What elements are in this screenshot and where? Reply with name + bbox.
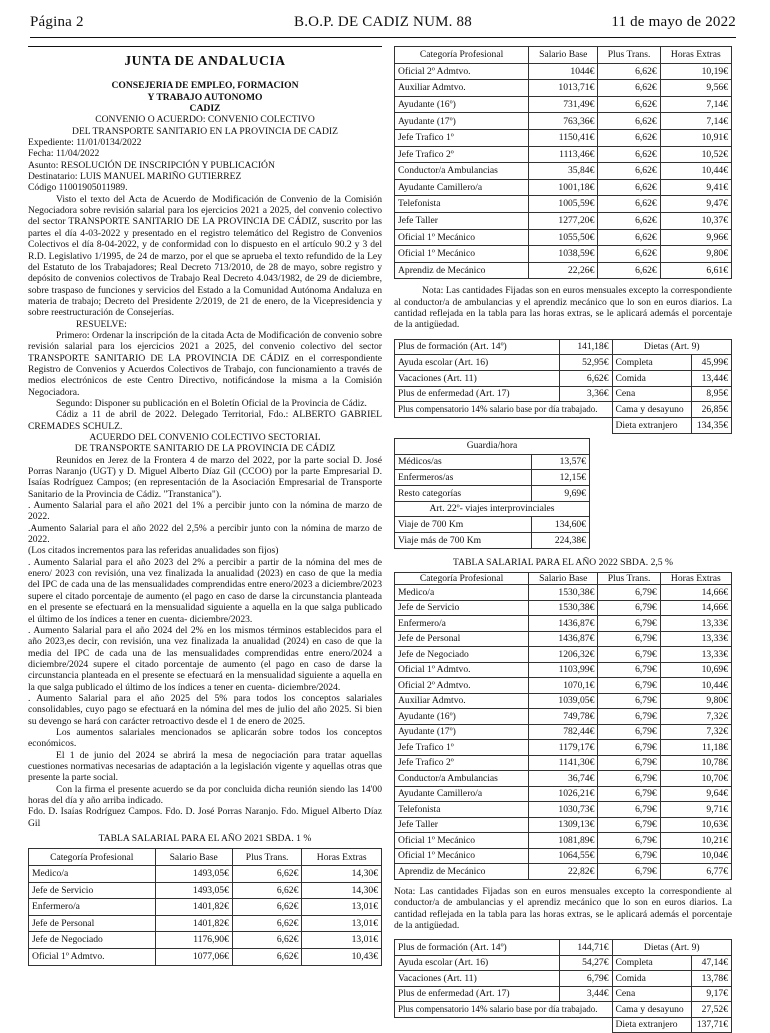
dieta-value: 134,35€ [691, 418, 731, 434]
value-cell: 6,79€ [598, 833, 660, 849]
right-column [394, 46, 732, 1033]
value-cell: 6,62€ [232, 915, 302, 932]
department-line: CADIZ [189, 103, 221, 115]
category-cell: Medico/a [395, 585, 529, 601]
agreement-title: DEL TRANSPORTE SANITARIO EN LA PROVINCIA DE CADIZ [72, 125, 338, 137]
plus-label: Ayuda escolar (Art. 16) [395, 955, 560, 971]
value-cell: 1309,13€ [529, 817, 598, 833]
value-cell: 1401,82€ [155, 899, 232, 916]
plus-label: Plus de enfermedad (Art. 17) [395, 386, 560, 402]
table-row [395, 771, 732, 787]
value-cell: 14,30€ [302, 882, 382, 899]
dieta-label: Cena [612, 386, 691, 402]
table-row [395, 740, 732, 756]
table-row [395, 755, 732, 771]
value-cell: 1436,87€ [529, 616, 598, 632]
category-cell: Enfermero/a [395, 616, 529, 632]
category-cell: Jefe Trafico 2º [395, 146, 529, 163]
value-cell: 1044€ [529, 63, 598, 80]
value-cell: 36,74€ [529, 771, 598, 787]
value-cell: 763,36€ [529, 113, 598, 130]
dieta-value: 137,71€ [691, 1017, 731, 1033]
department-line: CONSEJERIA DE EMPLEO, FORMACION [111, 80, 299, 92]
value-cell: 9,41€ [660, 179, 731, 196]
value-cell: 1530,38€ [529, 585, 598, 601]
value-cell: 6,62€ [232, 865, 302, 882]
table-row [395, 848, 732, 864]
value-cell: 10,63€ [660, 817, 731, 833]
table-row [395, 246, 732, 263]
meta-line: Asunto: RESOLUCIÓN DE INSCRIPCIÓN Y PUBLICACIÓN [28, 159, 275, 171]
dietas-title: Dietas (Art. 9) [612, 940, 732, 956]
value-cell: 14,66€ [660, 585, 731, 601]
category-cell: Oficial 2º Admtvo. [395, 678, 529, 694]
table-row [395, 600, 732, 616]
section-heading: JUNTA DE ANDALUCIA [28, 46, 382, 66]
value-cell: 1077,06€ [155, 948, 232, 965]
value-cell: 6,79€ [598, 786, 660, 802]
category-cell: Oficial 2º Admtvo. [395, 63, 529, 80]
value-cell: 1436,87€ [529, 631, 598, 647]
value-cell: 6,62€ [598, 246, 660, 263]
category-cell: Oficial 1º Mecánico [395, 229, 529, 246]
dieta-label: Cama y desayuno [612, 402, 691, 418]
plus-label: Plus de formación (Art. 14º) [395, 940, 560, 956]
value-cell: 22,82€ [529, 864, 598, 880]
paragraph: Reunidos en Jerez de la Frontera 4 de marzo del 2022, por la parte social D. José Porras Naranjo (UGT) y D. Miguel Alberto Díaz Gil (CCOO) por la parte Empresarial D. Isaías Rodríguez Campos; (en representación de la Asociación Empresarial de Transporte Sanitario de la Provincia de Cádiz. "Transtanica"). [28, 454, 382, 500]
viaje-value: 224,38€ [531, 532, 589, 548]
signatures: Fdo. D. Isaías Rodríguez Campos. Fdo. D. José Porras Naranjo. Fdo. Miguel Alberto Díaz Gil [28, 806, 382, 829]
paragraph: Primero: Ordenar la inscripción de la citada Acta de Modificación de convenio sobre revisión salarial para los ejercicios 2021 a 2025, del convenio colectivo del sector TRANSPORTE SANITARIO DE LA PROVINCIA DE CÁDIZ en el correspondiente Registro de Convenios y Acuerdos Colectivos de Trabajo, con funcionamiento a través de medios electrónicos de este Centro Directivo, notificándose la misma a la Comisión Negociadora. [28, 329, 382, 398]
value-cell: 6,79€ [598, 817, 660, 833]
value-cell: 6,79€ [598, 724, 660, 740]
table-row [395, 229, 732, 246]
paragraph: El 1 de junio del 2024 se abrirá la mesa de negociación para tratar aquellas cuestiones normativas necesarias de adaptación a la legislación vigente y aquellas otras que presente la parte social. [28, 749, 382, 784]
category-cell: Telefonista [395, 196, 529, 213]
table-row [395, 662, 732, 678]
plus-value: 144,71€ [559, 940, 612, 956]
table-note: Nota: Las cantidades Fijadas son en euros mensuales excepto la correspondiente al conductor/a de ambulancias y el aprendiz mecánico que lo son en euros diarios. La cantidad reflejada en la tabla para las horas extras, se le aplicará además el porcentaje de la antigüedad. [394, 285, 732, 331]
value-cell: 6,62€ [598, 196, 660, 213]
table-row [395, 262, 732, 279]
table-row [29, 948, 382, 965]
paragraph: Con la firma el presente acuerdo se da por concluida dicha reunión siendo las 14'00 horas del día y año arriba indicado. [28, 783, 382, 806]
value-cell: 731,49€ [529, 96, 598, 113]
value-cell: 13,01€ [302, 915, 382, 932]
value-cell: 1493,05€ [155, 882, 232, 899]
column-header: Salario Base [155, 849, 232, 866]
value-cell: 6,62€ [232, 882, 302, 899]
category-cell: Aprendiz de Mecánico [395, 262, 529, 279]
plus-label: Plus de enfermedad (Art. 17) [395, 986, 560, 1002]
plus-value: 6,62€ [559, 371, 612, 387]
category-cell: Jefe de Personal [29, 915, 156, 932]
department-line: Y TRABAJO AUTONOMO [147, 91, 263, 103]
table-row [29, 882, 382, 899]
dieta-value: 13,44€ [691, 371, 731, 387]
table-row [395, 212, 732, 229]
salary-table-2021 [28, 848, 382, 965]
value-cell: 10,37€ [660, 212, 731, 229]
meta-line: Destinatario: LUIS MANUEL MARIÑO GUTIERREZ [28, 171, 242, 183]
value-cell: 6,62€ [598, 63, 660, 80]
value-cell: 10,43€ [302, 948, 382, 965]
value-cell: 1401,82€ [155, 915, 232, 932]
value-cell: 1013,71€ [529, 80, 598, 97]
category-cell: Oficial 1º Mecánico [395, 848, 529, 864]
value-cell: 9,80€ [660, 693, 731, 709]
category-cell: Jefe Trafico 2º [395, 755, 529, 771]
value-cell: 13,33€ [660, 616, 731, 632]
value-cell: 1141,30€ [529, 755, 598, 771]
table-row [395, 833, 732, 849]
column-header: Categoría Profesional [29, 849, 156, 866]
value-cell: 6,62€ [598, 179, 660, 196]
table-row [395, 196, 732, 213]
left-column [28, 46, 382, 966]
column-header: Horas Extras [302, 849, 382, 866]
value-cell: 10,21€ [660, 833, 731, 849]
value-cell: 1038,59€ [529, 246, 598, 263]
table-row [395, 802, 732, 818]
value-cell: 7,14€ [660, 113, 731, 130]
value-cell: 9,80€ [660, 246, 731, 263]
value-cell: 6,62€ [598, 80, 660, 97]
plus-value: 52,95€ [559, 355, 612, 371]
value-cell: 13,01€ [302, 899, 382, 916]
paragraph: Cádiz a 11 de abril de 2022. Delegado Territorial, Fdo.: ALBERTO GABRIEL CREMADES SCHULZ. [28, 409, 382, 432]
value-cell: 6,79€ [598, 693, 660, 709]
value-cell: 14,66€ [660, 600, 731, 616]
category-cell: Jefe de Negociado [29, 932, 156, 949]
paragraph: (Los citados incrementos para las referidas anualidades son fijos) [28, 545, 279, 557]
category-cell: Ayudante (17º) [395, 724, 529, 740]
dieta-value: 8,95€ [691, 386, 731, 402]
value-cell: 6,79€ [598, 585, 660, 601]
paragraph: . Aumento Salarial para el año 2023 del 2% a percibir a partir de la nómina del mes de enero/ 2023 con revisión, una vez finalizada la anualidad (2023) en caso de que la media del IPC de cada una de las mensualidades comprendidas entre enero/2023 a diciembre/2023 supere el citado porcentaje de aumento (el pago en caso de darse la circunstancia planteada en el presente se efectuará en la mensualidad siguiente a aquella en la que salga publicado el último de los índices a tener en cuenta- diciembre/2023. [28, 556, 382, 625]
value-cell: 6,62€ [598, 129, 660, 146]
plus-label: Plus de formación (Art. 14º) [395, 339, 560, 355]
value-cell: 1001,18€ [529, 179, 598, 196]
value-cell: 782,44€ [529, 724, 598, 740]
salary-table-2021-continued [394, 46, 732, 279]
column-header: Plus Trans. [598, 47, 660, 64]
value-cell: 1005,59€ [529, 196, 598, 213]
publication-title: B.O.P. DE CADIZ NUM. 88 [294, 14, 472, 30]
value-cell: 6,62€ [232, 932, 302, 949]
dieta-label: Cama y desayuno [612, 1002, 691, 1018]
category-cell: Conductor/a Ambulancias [395, 771, 529, 787]
dieta-label: Completa [612, 955, 691, 971]
table-title: TABLA SALARIAL PARA EL AÑO 2022 SBDA. 2,5 % [453, 556, 673, 568]
paragraph: . Aumento Salarial para el año 2025 del 5% para todos los conceptos salariales consolidables, cuyo pago se efectuará en la nómina del mes de julio del año 2025. Si bien su devengo se hará con carácter retroactivo desde el 1 de enero de 2025. [28, 692, 382, 727]
plus-value: 3,44€ [559, 986, 612, 1002]
table-note: Nota: Las cantidades Fijadas son en euros mensuales excepto la correspondiente al conductor/a de ambulancias y el aprendiz mecánico que lo son en euros diarios. La cantidad reflejada en la tabla para las horas extras, se le aplicará además el porcentaje de la antigüedad. [394, 885, 732, 931]
category-cell: Ayudante Camillero/a [395, 786, 529, 802]
dieta-value: 45,99€ [691, 355, 731, 371]
table-row [395, 647, 732, 663]
value-cell: 10,52€ [660, 146, 731, 163]
value-cell: 7,32€ [660, 724, 731, 740]
category-cell: Auxiliar Admtvo. [395, 693, 529, 709]
value-cell: 6,79€ [598, 631, 660, 647]
column-header: Salario Base [529, 572, 598, 584]
category-cell: Oficial 1º Mecánico [395, 833, 529, 849]
paragraph: Segundo: Disponer su publicación en el Boletín Oficial de la Provincia de Cádiz. [56, 397, 367, 409]
value-cell: 9,71€ [660, 802, 731, 818]
category-cell: Conductor/a Ambulancias [395, 163, 529, 180]
value-cell: 6,79€ [598, 755, 660, 771]
value-cell: 1064,55€ [529, 848, 598, 864]
salary-table-2022 [394, 572, 732, 880]
value-cell: 1179,17€ [529, 740, 598, 756]
column-header: Plus Trans. [598, 572, 660, 584]
plus-label: Ayuda escolar (Art. 16) [395, 355, 560, 371]
dietas-title: Dietas (Art. 9) [612, 339, 732, 355]
value-cell: 6,62€ [232, 948, 302, 965]
table-row [395, 616, 732, 632]
value-cell: 9,56€ [660, 80, 731, 97]
value-cell: 6,62€ [598, 163, 660, 180]
value-cell: 6,79€ [598, 647, 660, 663]
category-cell: Jefe de Servicio [29, 882, 156, 899]
value-cell: 7,14€ [660, 96, 731, 113]
value-cell: 14,30€ [302, 865, 382, 882]
table-row [395, 786, 732, 802]
viaje-label: Viaje más de 700 Km [395, 532, 532, 548]
value-cell: 1055,50€ [529, 229, 598, 246]
table-title: TABLA SALARIAL PARA EL AÑO 2021 SBDA. 1 % [98, 833, 312, 845]
plus-table-2021 [394, 339, 732, 434]
category-cell: Jefe Trafico 1º [395, 740, 529, 756]
value-cell: 13,33€ [660, 647, 731, 663]
value-cell: 6,61€ [660, 262, 731, 279]
dieta-label: Comida [612, 971, 691, 987]
dieta-label: Cena [612, 986, 691, 1002]
table-row [395, 585, 732, 601]
value-cell: 6,79€ [598, 848, 660, 864]
value-cell: 6,62€ [598, 229, 660, 246]
meta-line: Fecha: 11/04/2022 [28, 148, 100, 160]
plus-compensatorio: Plus compensatorio 14% salario base por día trabajado. [395, 1002, 613, 1018]
column-header: Horas Extras [660, 47, 731, 64]
plus-label: Vacaciones (Art. 11) [395, 371, 560, 387]
category-cell: Jefe Trafico 1º [395, 129, 529, 146]
value-cell: 6,79€ [598, 600, 660, 616]
value-cell: 6,62€ [598, 96, 660, 113]
value-cell: 1150,41€ [529, 129, 598, 146]
table-row [29, 899, 382, 916]
table-row [395, 864, 732, 880]
dieta-value: 26,85€ [691, 402, 731, 418]
value-cell: 10,69€ [660, 662, 731, 678]
table-row [395, 129, 732, 146]
value-cell: 13,33€ [660, 631, 731, 647]
value-cell: 1530,38€ [529, 600, 598, 616]
guardia-label: Enfermeros/as [395, 470, 532, 486]
value-cell: 6,79€ [598, 802, 660, 818]
dieta-label: Comida [612, 371, 691, 387]
category-cell: Enfermero/a [29, 899, 156, 916]
table-row [29, 865, 382, 882]
value-cell: 6,79€ [598, 662, 660, 678]
value-cell: 1113,46€ [529, 146, 598, 163]
value-cell: 9,47€ [660, 196, 731, 213]
page-header [30, 14, 736, 38]
guardia-value: 13,57€ [531, 454, 589, 470]
value-cell: 1026,21€ [529, 786, 598, 802]
acta-title: ACUERDO DEL CONVENIO COLECTIVO SECTORIAL [89, 432, 321, 443]
table-row [395, 817, 732, 833]
meta-line: Expediente: 11/01/0134/2022 [28, 137, 142, 149]
column-header: Plus Trans. [232, 849, 302, 866]
guardia-value: 9,69€ [531, 485, 589, 501]
category-cell: Jefe Taller [395, 212, 529, 229]
value-cell: 35,84€ [529, 163, 598, 180]
table-row [395, 724, 732, 740]
value-cell: 10,44€ [660, 678, 731, 694]
agreement-title: CONVENIO O ACUERDO: CONVENIO COLECTIVO [95, 114, 315, 126]
table-row [29, 932, 382, 949]
plus-value: 141,18€ [559, 339, 612, 355]
value-cell: 11,18€ [660, 740, 731, 756]
acta-title: DE TRANSPORTE SANITARIO DE LA PROVINCIA DE CÁDIZ [74, 443, 336, 455]
table-row [395, 631, 732, 647]
value-cell: 1070,1€ [529, 678, 598, 694]
value-cell: 6,79€ [598, 740, 660, 756]
column-header: Categoría Profesional [395, 47, 529, 64]
value-cell: 6,79€ [598, 771, 660, 787]
plus-compensatorio: Plus compensatorio 14% salario base por día trabajado. [395, 402, 613, 418]
dieta-label: Dieta extranjero [612, 418, 691, 434]
category-cell: Oficial 1º Mecánico [395, 246, 529, 263]
value-cell: 10,70€ [660, 771, 731, 787]
value-cell: 10,44€ [660, 163, 731, 180]
column-header: Salario Base [529, 47, 598, 64]
category-cell: Medico/a [29, 865, 156, 882]
value-cell: 10,19€ [660, 63, 731, 80]
category-cell: Oficial 1º Admtvo. [29, 948, 156, 965]
paragraph: Los aumentos salariales mencionados se aplicarán sobre todos los conceptos económicos. [28, 726, 382, 750]
value-cell: 9,96€ [660, 229, 731, 246]
value-cell: 6,62€ [232, 899, 302, 916]
dieta-label: Completa [612, 355, 691, 371]
value-cell: 6,62€ [598, 113, 660, 130]
value-cell: 1206,32€ [529, 647, 598, 663]
value-cell: 22,26€ [529, 262, 598, 279]
guardia-table [394, 438, 590, 549]
table-row [395, 678, 732, 694]
value-cell: 10,91€ [660, 129, 731, 146]
paragraph: .Aumento Salarial para el año 2022 del 2,5% a percibir junto con la nómina de marzo de 2022. [28, 522, 382, 546]
value-cell: 1277,20€ [529, 212, 598, 229]
table-row [395, 146, 732, 163]
category-cell: Aprendiz de Mecánico [395, 864, 529, 880]
plus-value: 6,79€ [559, 971, 612, 987]
plus-value: 54,27€ [559, 955, 612, 971]
publication-date: 11 de mayo de 2022 [611, 14, 736, 30]
dieta-value: 27,52€ [691, 1002, 731, 1018]
table-row [395, 693, 732, 709]
category-cell: Ayudante (17º) [395, 113, 529, 130]
value-cell: 1030,73€ [529, 802, 598, 818]
value-cell: 6,79€ [598, 709, 660, 725]
column-header: Categoría Profesional [395, 572, 529, 584]
category-cell: Ayudante Camillero/a [395, 179, 529, 196]
paragraph: . Aumento Salarial para el año 2024 del 2% en los mismos términos establecidos para el año 2023,es decir, con revisión, una vez finalizada la anualidad (2024) en caso de que la media del IPC de cada una de las mensualidades comprendidas entre enero/2024 a diciembre/2024 supere el citado porcentaje de aumento (el pago en caso de darse la circunstancia planteada en el presente se efectuará en la mensualidad siguiente a aquella en la que salga publicado el último de los índices a tener en cuenta- diciembre/2024. [28, 624, 382, 693]
value-cell: 6,79€ [598, 678, 660, 694]
dieta-value: 9,17€ [691, 986, 731, 1002]
value-cell: 6,62€ [598, 146, 660, 163]
plus-value: 3,36€ [559, 386, 612, 402]
paragraph: Visto el texto del Acta de Acuerdo de Modificación de Convenio de la Comisión Negociadora sobre revisión salarial para los ejercicios 2021 a 2025, del convenio colectivo del sector TRANSPORTE SANITARIO DE LA PROVINCIA DE CÁDIZ, suscrito por las partes el día 4-03-2022 y presentado en el registro telemático del Registro de Convenios Colectivos el día 8-04-2022, y de conformidad con lo dispuesto en el artículo 90.2 y 3 del R.D. Legislativo 1/1995, de 24 de marzo, por el que se aprueba el texto refundido de la Ley del Estatuto de los Trabajadores; Real Decreto 713/2010, de 28 de mayo, sobre registro y depósito de convenios colectivos de Trabajo Real Decreto 4.043/1982, de 29 de diciembre, sobre traspaso de funciones y servicios del Estado a la Comunidad Autónoma Andaluza en materia de trabajo; Decreto del Presidente 2/2019, de 21 de enero, de la Vicepresidencia y sobre reestructuración de Consejerías. [28, 193, 382, 319]
table-row [29, 915, 382, 932]
viaje-label: Viaje de 700 Km [395, 517, 532, 533]
table-row [395, 96, 732, 113]
viajes-title: Art. 22º- viajes interprovinciales [395, 501, 590, 517]
guardia-label: Resto categorías [395, 485, 532, 501]
page-number: Página 2 [30, 14, 84, 30]
value-cell: 6,79€ [598, 864, 660, 880]
table-row [395, 63, 732, 80]
value-cell: 1103,99€ [529, 662, 598, 678]
resuelve-heading: RESUELVE: [76, 318, 127, 330]
value-cell: 6,62€ [598, 212, 660, 229]
value-cell: 6,79€ [598, 616, 660, 632]
value-cell: 1176,90€ [155, 932, 232, 949]
table-row [395, 113, 732, 130]
column-header: Horas Extras [660, 572, 731, 584]
value-cell: 1493,05€ [155, 865, 232, 882]
guardia-title: Guardia/hora [395, 438, 590, 454]
category-cell: Ayudante (16º) [395, 96, 529, 113]
viaje-value: 134,60€ [531, 517, 589, 533]
value-cell: 1081,89€ [529, 833, 598, 849]
plus-table-2022 [394, 939, 732, 1033]
dieta-value: 13,78€ [691, 971, 731, 987]
category-cell: Jefe de Personal [395, 631, 529, 647]
table-row [395, 163, 732, 180]
value-cell: 749,78€ [529, 709, 598, 725]
value-cell: 1039,05€ [529, 693, 598, 709]
category-cell: Jefe de Negociado [395, 647, 529, 663]
meta-line: Código 11001905011989. [28, 182, 128, 194]
guardia-value: 12,15€ [531, 470, 589, 486]
value-cell: 7,32€ [660, 709, 731, 725]
value-cell: 10,04€ [660, 848, 731, 864]
value-cell: 13,01€ [302, 932, 382, 949]
plus-label: Vacaciones (Art. 11) [395, 971, 560, 987]
category-cell: Telefonista [395, 802, 529, 818]
table-row [395, 179, 732, 196]
category-cell: Jefe de Servicio [395, 600, 529, 616]
value-cell: 6,77€ [660, 864, 731, 880]
guardia-label: Médicos/as [395, 454, 532, 470]
paragraph: . Aumento Salarial para el año 2021 del 1% a percibir junto con la nómina de marzo de 2022. [28, 500, 382, 523]
category-cell: Jefe Taller [395, 817, 529, 833]
table-row [395, 709, 732, 725]
value-cell: 9,64€ [660, 786, 731, 802]
value-cell: 10,78€ [660, 755, 731, 771]
category-cell: Ayudante (16º) [395, 709, 529, 725]
value-cell: 6,62€ [598, 262, 660, 279]
dieta-label: Dieta extranjero [612, 1017, 691, 1033]
table-row [395, 80, 732, 97]
category-cell: Auxiliar Admtvo. [395, 80, 529, 97]
dieta-value: 47,14€ [691, 955, 731, 971]
category-cell: Oficial 1º Admtvo. [395, 662, 529, 678]
